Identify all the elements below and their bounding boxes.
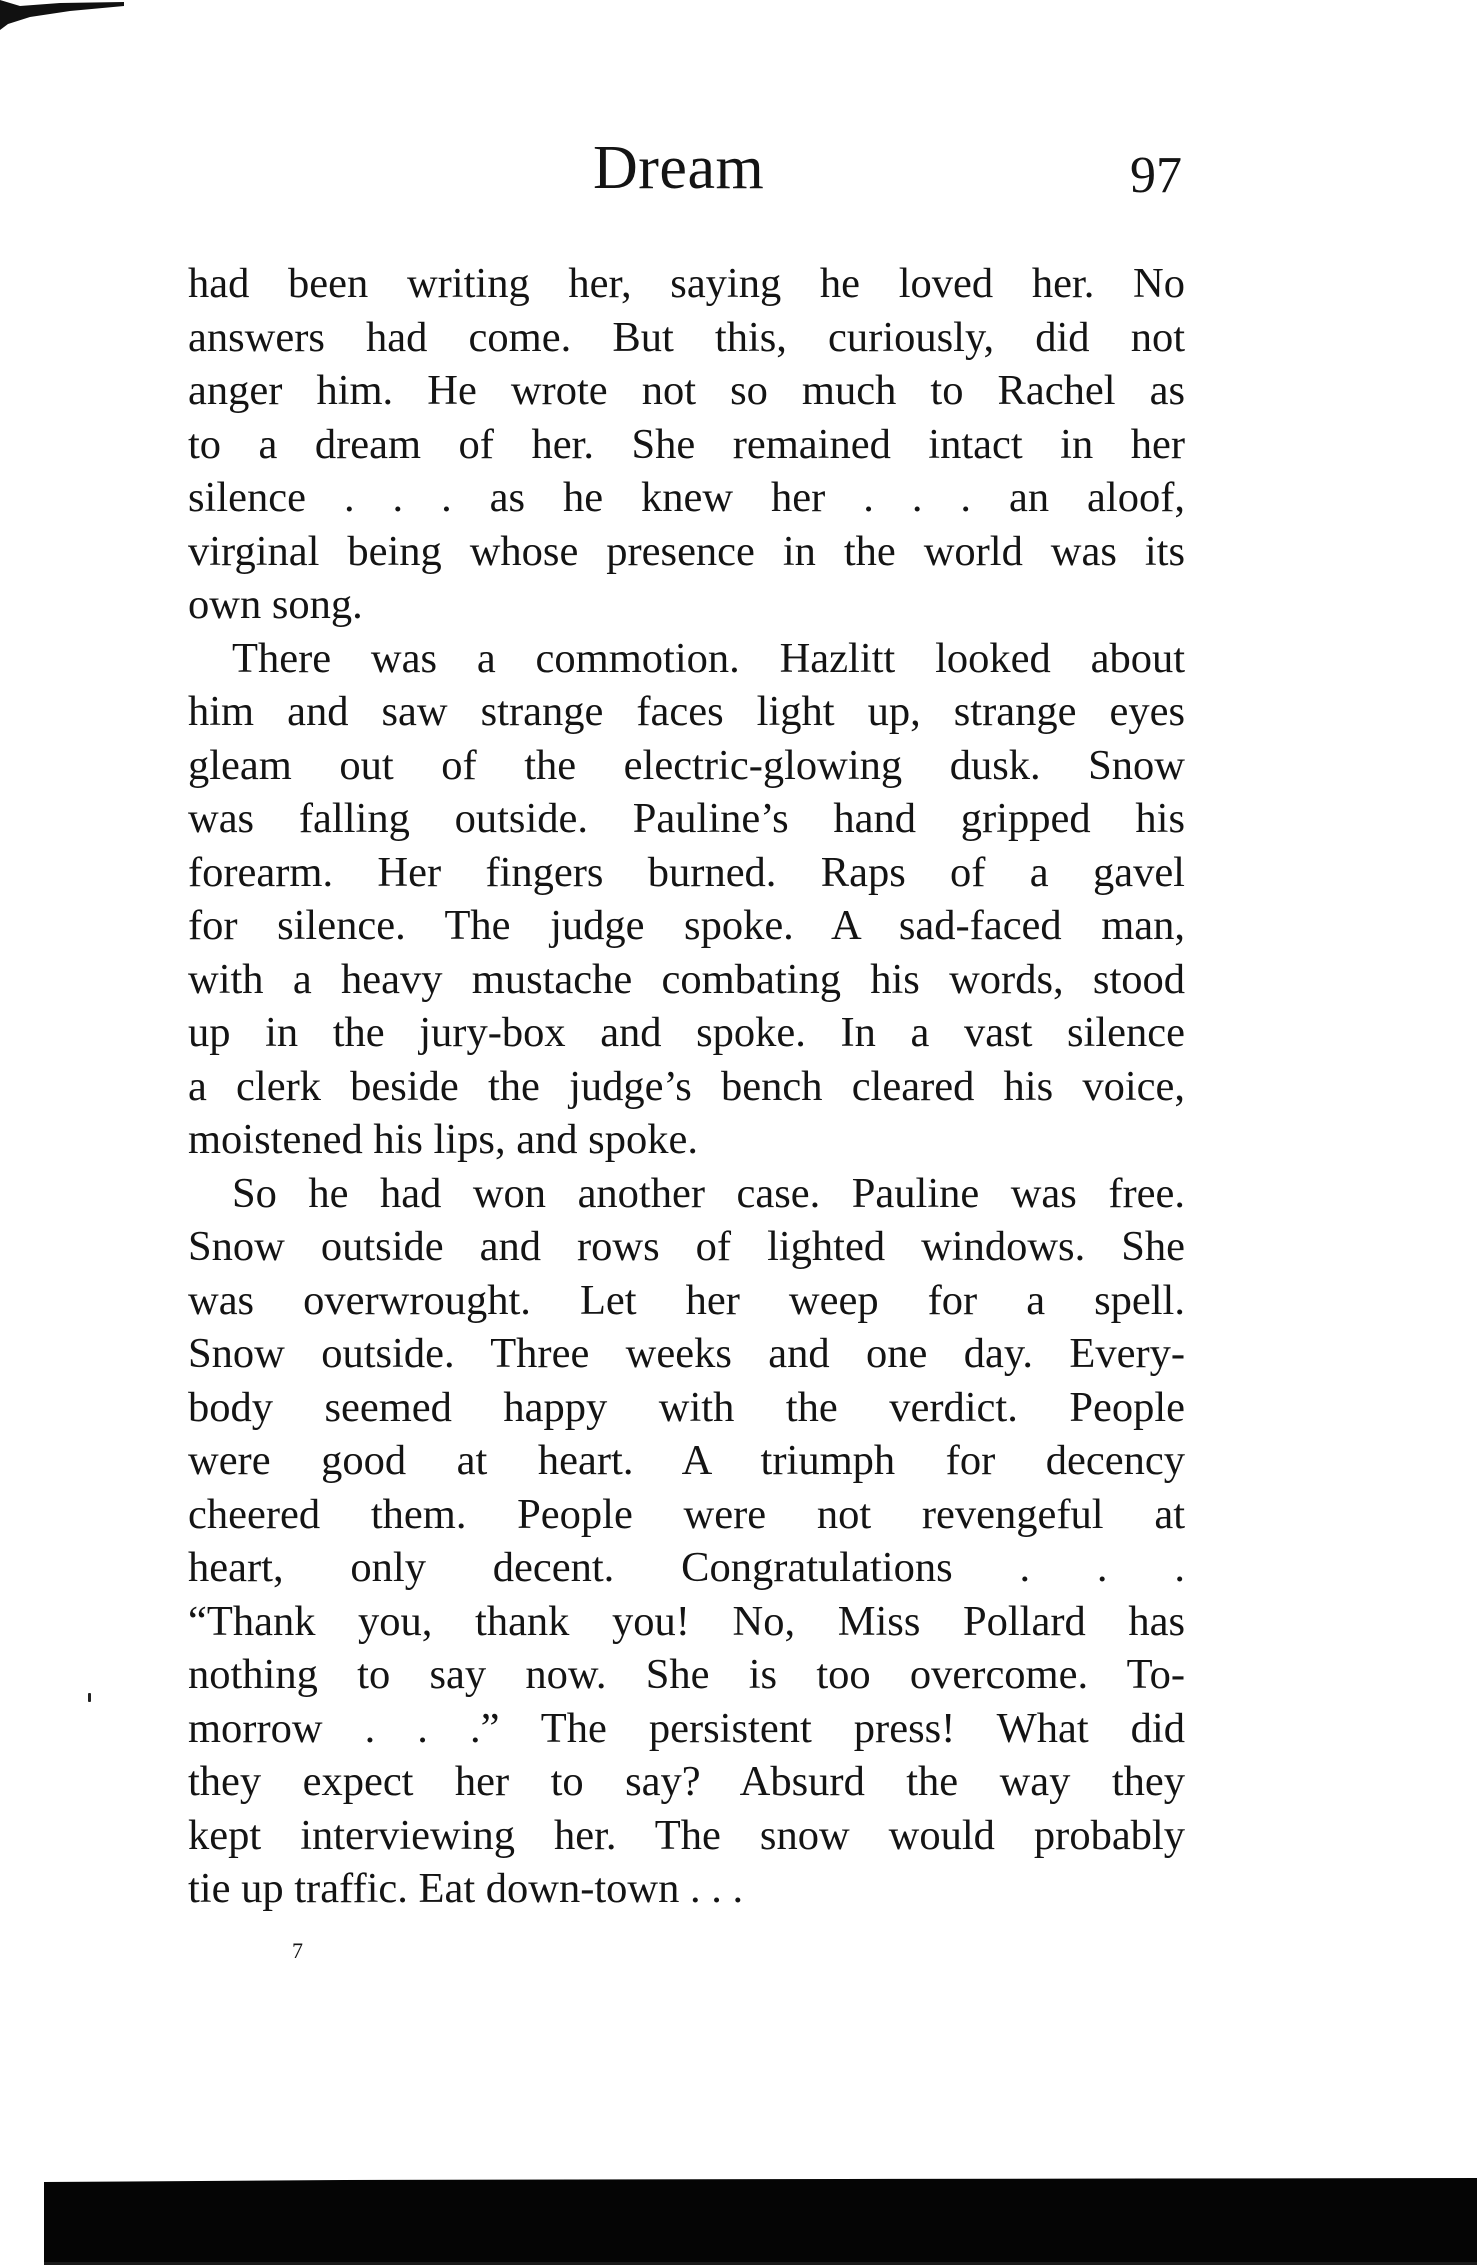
- text-line: to a dream of her. She remained intact in her: [188, 420, 1185, 468]
- text-line: morrow . . .” The persistent press! What did: [188, 1704, 1185, 1752]
- paragraph: [188, 632, 1185, 1167]
- body-text: [188, 257, 1185, 1916]
- text-line: silence . . . as he knew her . . . an aloof,: [188, 474, 1185, 521]
- text-line: cheered them. People were not revengeful at: [188, 1490, 1185, 1538]
- text-line: Snow outside and rows of lighted windows. She: [188, 1223, 1185, 1270]
- paragraph: [188, 257, 1185, 632]
- text-line: was overwrought. Let her weep for a spell.: [188, 1276, 1185, 1324]
- scan-corner-mark: [0, 0, 125, 34]
- text-line: heart, only decent. Congratulations . . .: [188, 1544, 1185, 1591]
- text-line: gleam out of the electric-glowing dusk. Snow: [188, 741, 1185, 789]
- text-line: virginal being whose presence in the world was its: [188, 527, 1185, 575]
- text-line: moistened his lips, and spoke.: [188, 1116, 698, 1163]
- text-line: were good at heart. A triumph for decency: [188, 1437, 1185, 1484]
- text-line: they expect her to say? Absurd the way they: [188, 1758, 1185, 1805]
- text-line: “Thank you, thank you! No, Miss Pollard has: [188, 1597, 1185, 1645]
- text-line: own song.: [188, 581, 363, 628]
- text-line: tie up traffic. Eat down-town . . .: [188, 1865, 744, 1912]
- text-line: him and saw strange faces light up, strange eyes: [188, 688, 1185, 735]
- running-title: Dream: [593, 134, 765, 202]
- page-number: 97: [1130, 147, 1182, 204]
- text-line: So he had won another case. Pauline was free.: [232, 1169, 1185, 1217]
- text-line: kept interviewing her. The snow would probably: [188, 1811, 1185, 1859]
- text-line: a clerk beside the judge’s bench cleared his voice,: [188, 1062, 1185, 1110]
- text-line: forearm. Her fingers burned. Raps of a gavel: [188, 848, 1185, 896]
- text-line: had been writing her, saying he loved her. No: [188, 260, 1185, 307]
- text-line: with a heavy mustache combating his words, stood: [188, 955, 1185, 1003]
- text-line: Snow outside. Three weeks and one day. Every-: [188, 1330, 1185, 1377]
- text-line: body seemed happy with the verdict. People: [188, 1383, 1185, 1431]
- text-line: nothing to say now. She is too overcome. To-: [188, 1651, 1185, 1698]
- text-line: anger him. He wrote not so much to Rachel as: [188, 367, 1185, 414]
- scan-bottom-edge: [44, 2178, 1477, 2265]
- paragraph: [188, 1167, 1185, 1916]
- text-line: answers had come. But this, curiously, did not: [188, 313, 1185, 361]
- running-head: [0, 128, 1477, 208]
- ink-speck: [88, 1693, 91, 1702]
- text-line: was falling outside. Pauline’s hand gripped his: [188, 795, 1185, 842]
- signature-mark: 7: [292, 1938, 303, 1963]
- text-line: up in the jury-box and spoke. In a vast silence: [188, 1009, 1185, 1056]
- text-line: for silence. The judge spoke. A sad-faced man,: [188, 902, 1185, 949]
- text-line: There was a commotion. Hazlitt looked about: [232, 634, 1185, 682]
